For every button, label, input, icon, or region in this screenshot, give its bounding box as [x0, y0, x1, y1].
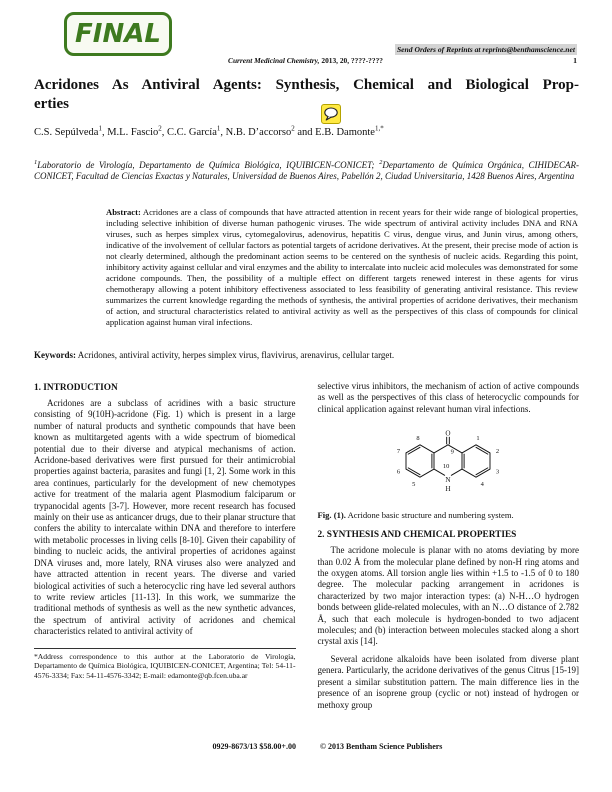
authors-line — [34, 124, 579, 138]
position-label-7: 7 — [397, 448, 401, 456]
position-label-9: 9 — [450, 448, 455, 456]
position-label-4: 4 — [480, 481, 485, 489]
copyright-notice: © 2013 Bentham Science Publishers — [320, 742, 443, 751]
affiliation-sup-2: 2 — [379, 159, 383, 166]
figure-caption — [318, 510, 580, 520]
continuation-paragraph: selective virus inhibitors, the mechanism of action of active compounds as well as the perspectives of this class of heterocyclic compounds for clinical application against relevant human viral infections. — [317, 381, 579, 414]
column-left — [34, 381, 296, 717]
page-title-line2: erties — [34, 96, 69, 112]
position-label-8: 8 — [416, 435, 420, 443]
synthesis-paragraph-1: The acridone molecule is planar with no atoms deviating by more than 0.02 Å from the molecular plane defined by non-H ring atoms and the oxygen atoms. All torsion angle lies within +1.5 to -1.5 of 0 to 180 degree. The molecular packing arrangement in acridones is characterized by two major interaction types: (a) N-H…O hydrogen bonds between glide-related molecules, with an N…O distance of 2.782 Å, such that each molecule is hydrogen-bonded to two adjacent molecules; and (b) interaction between molecules stacked along a short crystal axis [14]. — [317, 545, 579, 647]
page-title-line1: Acridones As Antiviral Agents: Synthesis, Chemical and Biological Prop- — [34, 77, 579, 93]
affiliation-sup-1: 1 — [34, 159, 38, 166]
journal-name: Current Medicinal Chemistry, — [228, 56, 320, 65]
author: C.C. García$^1$, — [167, 124, 226, 138]
position-label-10: 10 — [443, 463, 450, 471]
send-orders-banner — [34, 39, 577, 57]
keywords-line — [34, 350, 579, 360]
correspondence-footnote: *Address correspondence to this author at the Laboratorio de Virología, Departamento de Química Biológica, IQUIBICEN-CONICET, Argentina; Tel: 54-11-4576-3334; Fax: 54-11-4576-3342; E-mail: edamonte@qb.fcen.uba.ar — [34, 648, 296, 681]
author: N.B. D’accorso$^2$ and — [225, 124, 316, 138]
journal-issue-info: 2013, 20, ????-???? — [319, 56, 383, 65]
author: E.B. Damonte$^{1,*}$ — [315, 124, 384, 138]
final-stamp-label: FINAL — [75, 19, 161, 49]
page-footer — [34, 742, 579, 751]
send-orders-text: Send Orders of Reprints at reprints@benthamscience.net — [396, 45, 575, 54]
acridone-structure-figure — [373, 421, 523, 506]
author: M.L. Fascio$^2$, — [107, 124, 168, 138]
affiliation — [34, 157, 579, 183]
abstract — [106, 207, 578, 328]
affiliation-part-1: Laboratorio de Virología, Departamento de Química Biológica, IQUIBICEN-CONICET; — [37, 160, 380, 170]
keywords-label: Keywords: — [34, 350, 76, 360]
abstract-label: Abstract: — [106, 207, 141, 217]
atom-label-oxygen: O — [445, 429, 451, 438]
section2-heading: 2. SYNTHESIS AND CHEMICAL PROPERTIES — [317, 530, 517, 541]
position-label-2: 2 — [496, 448, 500, 456]
abstract-text: Acridones are a class of compounds that have attracted attention in recent years for their wide range of biological properties, including selective inhibition of diverse human pathogenic viruses. The wide spectrum of antiviral activity includes DNA and RNA viruses, such as herpes simplex virus, cytomegalovirus, adenovirus, hepatitis C virus, dengue virus, and Junin virus, among others, indicative of the involvement of cellular factors as potential targets of acridone derivatives. At the present, their precise mode of action is not clearly determined, although the predominant action seems to be centered on the synthesis of nucleic acids. Regarding this point, inhibitory activity against cellular and viral enzymes and the ability to intercalate into nucleic acid molecules was demonstrated for some acridone compounds. Then, the possibility of a multiple effect on different targets renewed interest in these agents for virus chemotherapy allowing a potent inhibitory effectiveness associated to less feasibility of generating antiviral resistance. This review summarizes the current knowledge regarding the methods of synthesis, the antiviral properties of acridone derivatives, their mechanism of action, and structural characteristics related to antiviral activity as well as the perspectives of this class of compounds for clinical application against human viral infections. — [106, 207, 578, 327]
intro-heading: 1. INTRODUCTION — [34, 383, 118, 393]
author: C.S. Sepúlveda$^1$, — [34, 124, 108, 138]
figure-caption-text: Acridone basic structure and numbering system. — [345, 510, 514, 521]
page-number: 1 — [573, 56, 577, 65]
position-label-1: 1 — [476, 435, 480, 443]
atom-label-hydrogen: H — [445, 485, 451, 494]
journal-header-line — [34, 56, 577, 65]
intro-paragraph: Acridones are a subclass of acridines with a basic structure consisting of 9(10H)-acridone (Fig. 1) which is present in a large number of natural products and synthetic compounds that have been known as multitargeted agents with a wide spectrum of biomedical potential due to their diverse and atypical mechanisms of action. Acridone-based derivatives were first pursued for their antimicrobial properties against bacteria, parasites and fungi [1, 2]. Some work in this area continues, particularly for the development of new chemotypes active for treatment of the malaria agent Plasmodium falciparum or trypanocidal agents [3-7]. However, more recent research has focused mainly on their use as anticancer drugs, due to their planar structure that confers the ability to intercalate within DNA and therefore to interfere with metabolic processes in living cells [8-10]. Given their capability of binding to nucleic acids, the antiviral properties of acridones against DNA viruses and, more lately, RNA viruses also were analyzed and have attracted attention in recent years. The diverse and varied biological activities of such a heterocyclic ring have led several authors to write review articles [11-13]. In this work, we summarize the traditional methods of synthesis as well as the new synthetic advances, the spectrum of antiviral activity of acridones and chemical characteristics related to antiviral activity of — [34, 398, 296, 637]
body-columns — [34, 381, 579, 717]
synthesis-paragraph-2: Several acridone alkaloids have been isolated from diverse plant genera. Particularly, the acridone derivatives of the genus Citrus [15-19] present a similar substitution pattern. The main difference lies in the presence of an isoprene group (cyclic or not) instead of hydrogen or methoxy group — [317, 653, 579, 710]
position-label-5: 5 — [412, 481, 416, 489]
column-right — [318, 381, 580, 717]
position-label-6: 6 — [397, 468, 401, 476]
page-title — [34, 76, 579, 114]
comment-annotation-icon[interactable] — [321, 104, 341, 124]
acridone-structure-drawing — [373, 421, 523, 501]
issn-price-code: 0929-8673/13 $58.00+.00 — [212, 742, 296, 751]
position-label-3: 3 — [496, 468, 500, 476]
affiliation-part-2: Departamento de Química Orgánica, CIHIDECAR-CONICET, Facultad de Ciencias Exactas y Naturales, Universidad de Buenos Aires, Pabellón 2, Ciudad Universitaria, 1428 Buenos Aires, Argentina — [34, 160, 579, 182]
atom-label-nitrogen: N — [445, 476, 451, 485]
keywords-text: Acridones, antiviral activity, herpes simplex virus, flavivirus, arenavirus, cellular target. — [76, 350, 395, 360]
figure-caption-label: Fig. (1). — [317, 510, 346, 521]
